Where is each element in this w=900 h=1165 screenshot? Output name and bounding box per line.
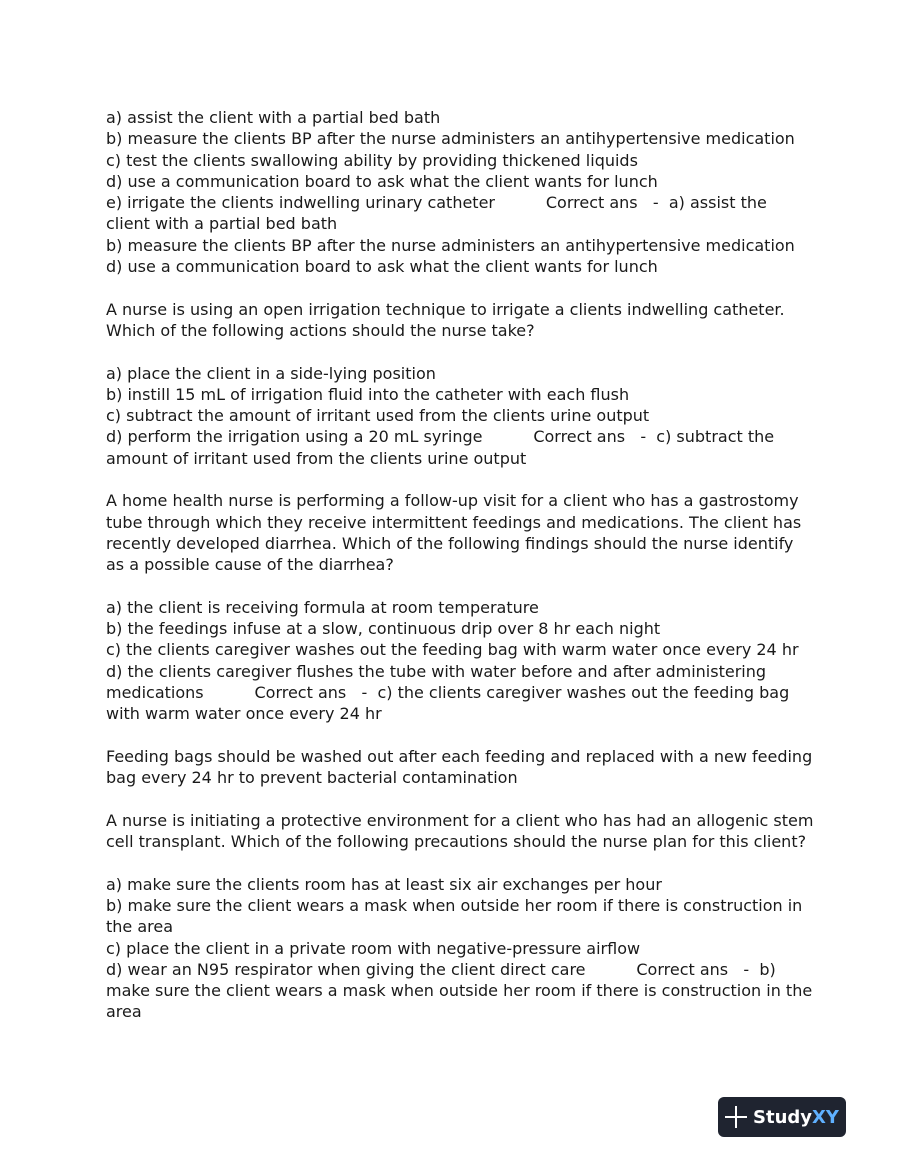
- text-line: c) place the client in a private room with negative-pressure airflow: [106, 938, 641, 958]
- question-line: cell transplant. Which of the following precautions should the nurse plan for this client?: [106, 832, 807, 852]
- text-line: client with a partial bed bath: [106, 214, 338, 234]
- question-line: tube through which they receive intermittent feedings and medications. The client has: [106, 512, 802, 532]
- paragraph-gap: [106, 576, 806, 597]
- text-line: e) irrigate the clients indwelling urinary catheter Correct ans - a) assist the: [106, 193, 767, 213]
- paragraph-gap: [106, 725, 806, 746]
- text-line: make sure the client wears a mask when outside her room if there is construction in the: [106, 981, 813, 1001]
- text-line: b) the feedings infuse at a slow, continuous drip over 8 hr each night: [106, 619, 661, 639]
- paragraph-gap: [106, 789, 806, 810]
- question-line: recently developed diarrhea. Which of the following findings should the nurse identify: [106, 533, 794, 553]
- question-line: Which of the following actions should the nurse take?: [106, 320, 535, 340]
- text-line: Feeding bags should be washed out after each feeding and replaced with a new feeding: [106, 746, 813, 766]
- paragraph-gap: [106, 341, 806, 362]
- text-line: bag every 24 hr to prevent bacterial contamination: [106, 768, 518, 788]
- text-line: c) test the clients swallowing ability by providing thickened liquids: [106, 150, 638, 170]
- question-line: A nurse is using an open irrigation technique to irrigate a clients indwelling catheter.: [106, 299, 785, 319]
- brand-part-study: Study: [753, 1106, 813, 1128]
- text-line: a) make sure the clients room has at least six air exchanges per hour: [106, 874, 662, 894]
- question-line: A nurse is initiating a protective environment for a client who has had an allogenic stem: [106, 810, 814, 830]
- paragraph-gap: [106, 277, 806, 298]
- text-line: the area: [106, 917, 174, 937]
- studyxy-logo-badge[interactable]: [718, 1097, 846, 1137]
- text-line: d) wear an N95 respirator when giving the client direct care Correct ans - b): [106, 959, 776, 979]
- text-line: amount of irritant used from the clients urine output: [106, 448, 527, 468]
- brand-name: [753, 1107, 839, 1128]
- text-line: d) use a communication board to ask what the client wants for lunch: [106, 171, 658, 191]
- plus-icon: [725, 1106, 747, 1128]
- text-line: c) the clients caregiver washes out the feeding bag with warm water once every 24 hr: [106, 640, 799, 660]
- text-line: b) measure the clients BP after the nurse administers an antihypertensive medication: [106, 129, 795, 149]
- paragraph-gap: [106, 469, 806, 490]
- text-line: a) the client is receiving formula at room temperature: [106, 597, 539, 617]
- question-line: as a possible cause of the diarrhea?: [106, 555, 394, 575]
- paragraph-gap: [106, 852, 806, 873]
- text-line: with warm water once every 24 hr: [106, 704, 382, 724]
- text-line: c) subtract the amount of irritant used from the clients urine output: [106, 406, 650, 426]
- text-line: b) make sure the client wears a mask when outside her room if there is construction in: [106, 895, 803, 915]
- text-line: medications Correct ans - c) the clients caregiver washes out the feeding bag: [106, 683, 790, 703]
- text-line: a) assist the client with a partial bed bath: [106, 108, 441, 127]
- document-body: [106, 107, 814, 1023]
- text-line: area: [106, 1002, 142, 1022]
- brand-part-xy: XY: [812, 1106, 839, 1128]
- text-line: d) use a communication board to ask what the client wants for lunch: [106, 257, 658, 277]
- text-line: a) place the client in a side-lying position: [106, 363, 436, 383]
- text-line: d) the clients caregiver flushes the tube with water before and after administering: [106, 661, 767, 681]
- text-line: d) perform the irrigation using a 20 mL syringe Correct ans - c) subtract the: [106, 427, 775, 447]
- text-line: b) measure the clients BP after the nurse administers an antihypertensive medication: [106, 235, 795, 255]
- text-line: b) instill 15 mL of irrigation fluid into the catheter with each flush: [106, 384, 630, 404]
- question-line: A home health nurse is performing a follow-up visit for a client who has a gastrostomy: [106, 491, 799, 511]
